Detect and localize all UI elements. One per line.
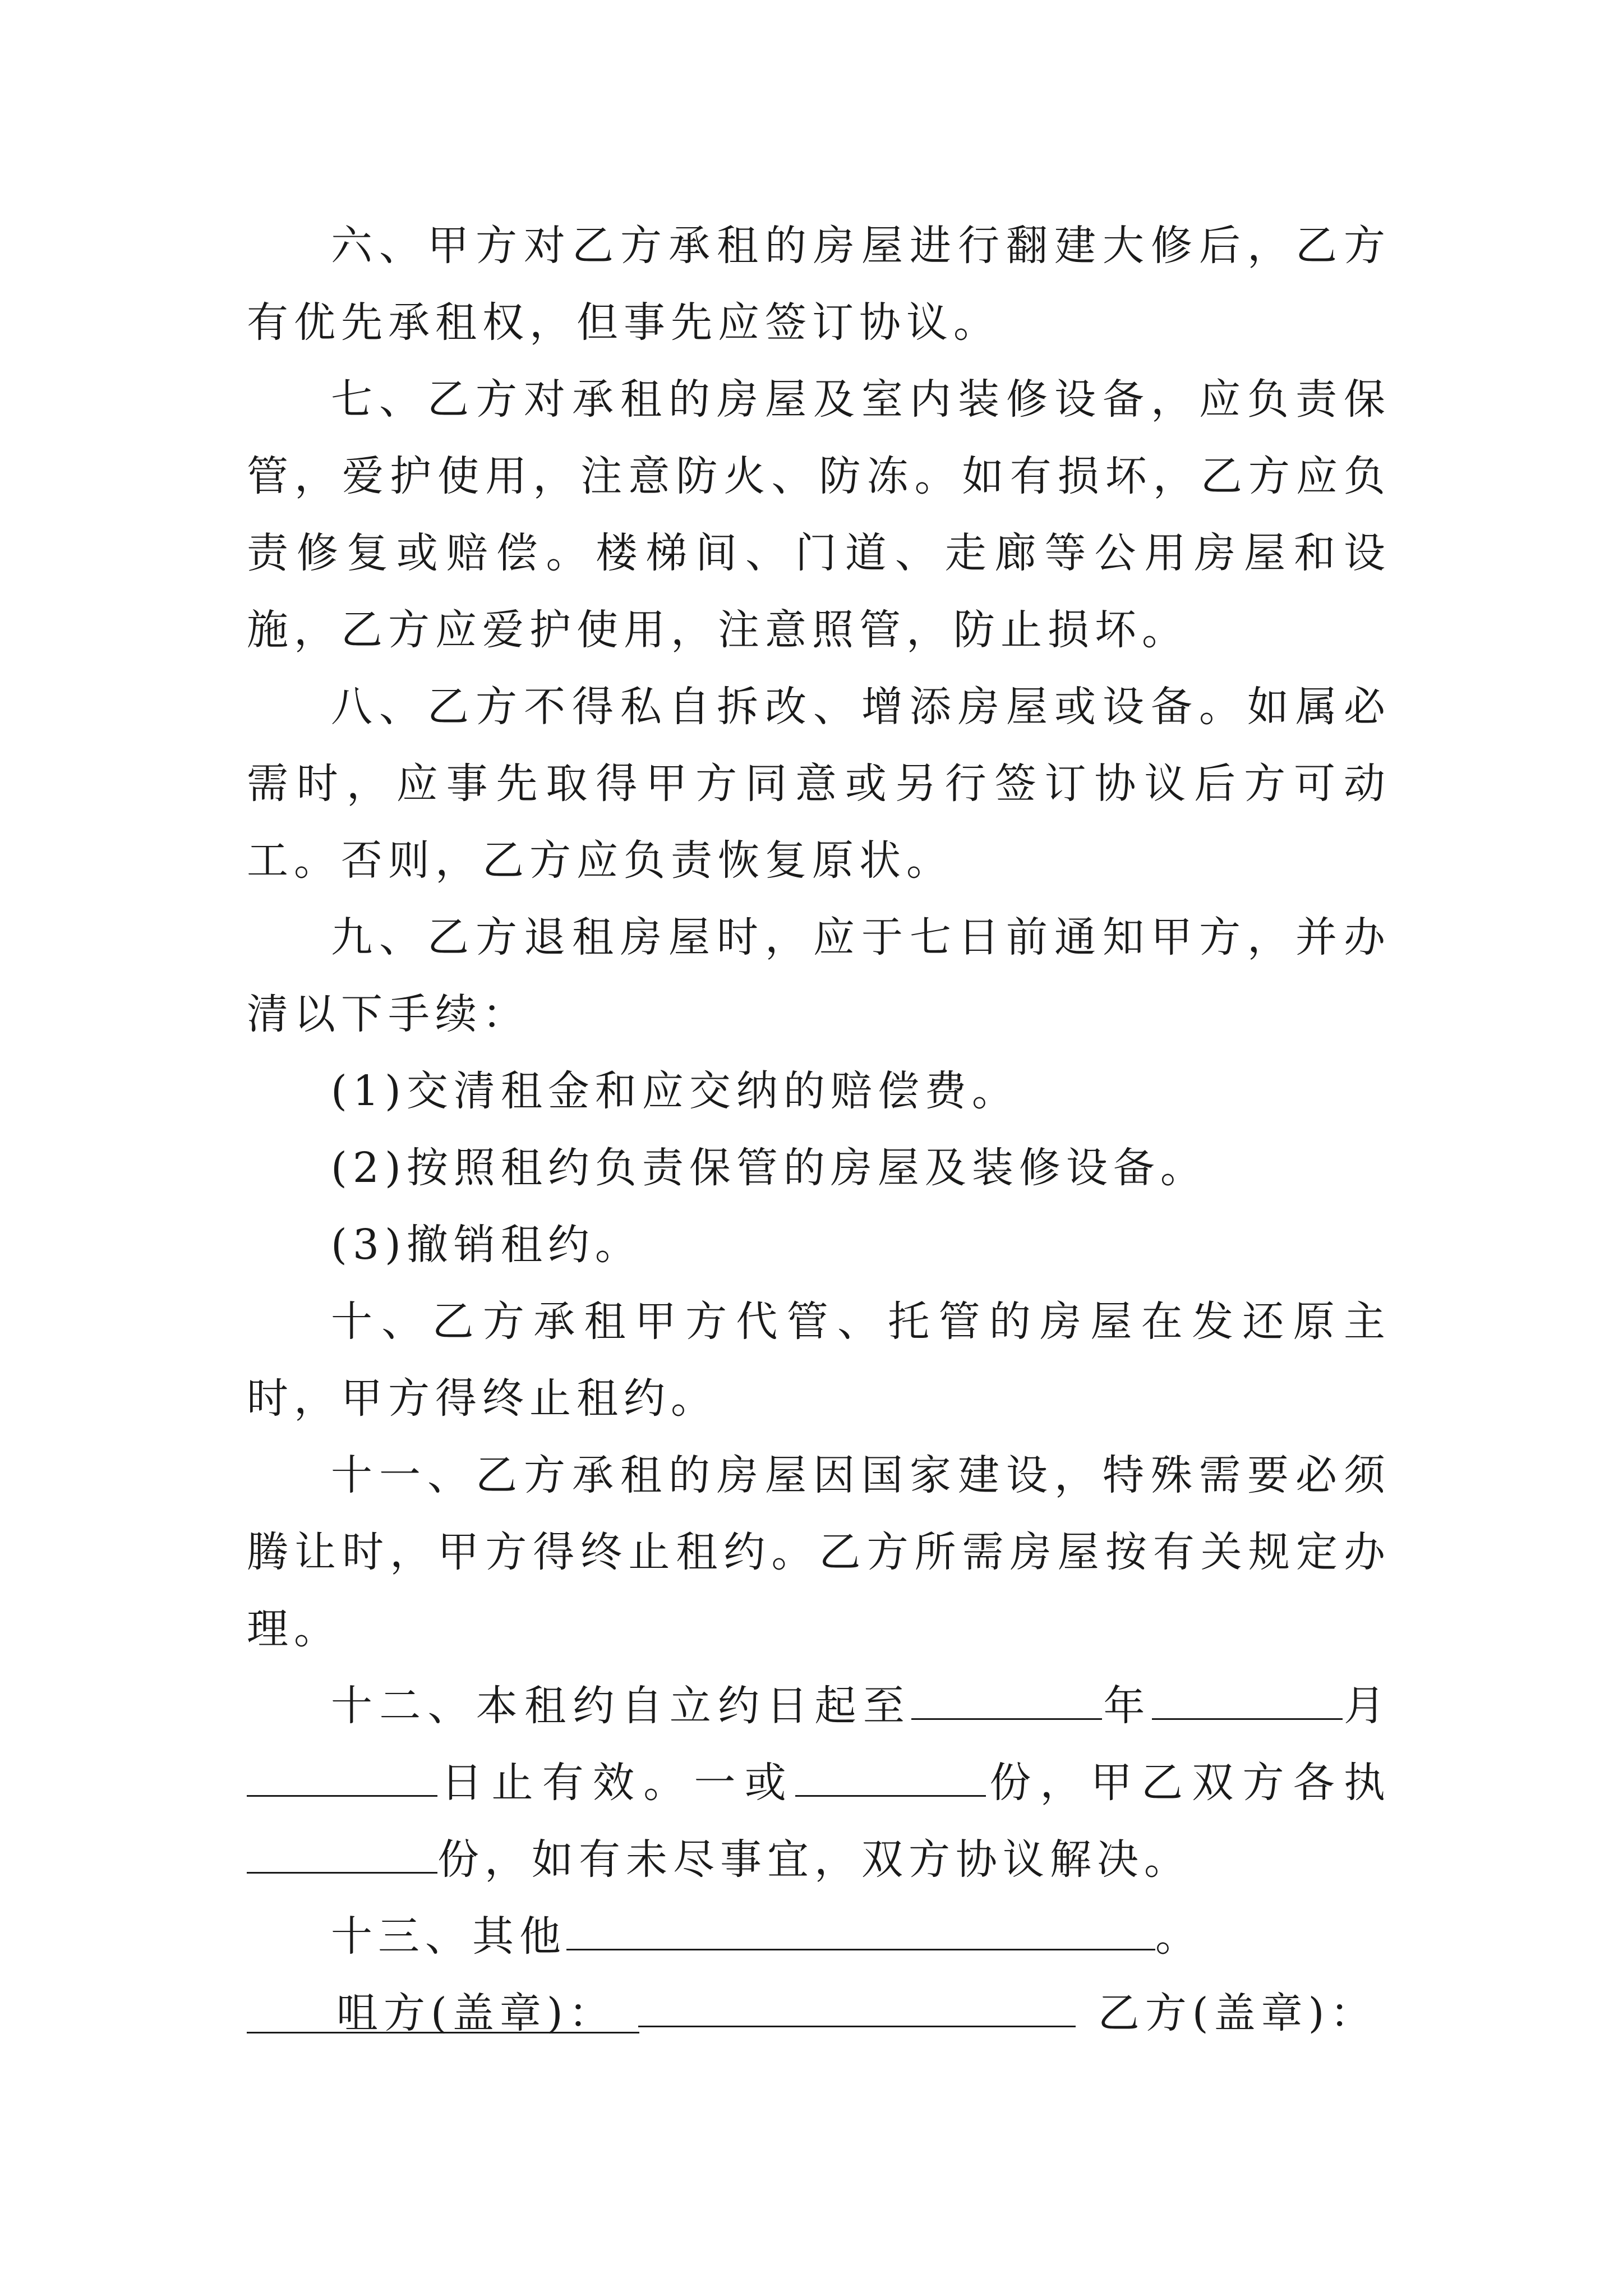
party-b-seal-blank [247, 2032, 639, 2033]
clause-7: 七、乙方对承租的房屋及室内装修设备，应负责保管，爱护使用，注意防火、防冻。如有损坏，乙方应负责修复或赔偿。楼梯间、门道、走廊等公用房屋和设施，乙方应爱护使用，注意照管，防止损坏。 [247, 375, 1391, 654]
day-suffix: 日止有效。一或 [437, 1759, 795, 1807]
clause-10: 十、乙方承租甲方代管、托管的房屋在发还原主时，甲方得终止租约。 [247, 1297, 1391, 1423]
document-page [247, 208, 1391, 2052]
copies-label: 份，甲乙双方各执 [986, 1759, 1391, 1807]
clause-11: 十一、乙方承租的房屋因国家建设，特殊需要必须腾让时，甲方得终止租约。乙方所需房屋按有关规定办理。 [247, 1451, 1391, 1653]
clause-13 [247, 1898, 1391, 1975]
party-b-label: 乙方(盖章)： [1098, 1989, 1377, 2037]
end-day-blank [247, 1760, 437, 1797]
clause-12 [247, 1668, 1391, 1898]
clause-12-start: 十二、本租约自立约日起至 [331, 1682, 912, 1730]
clause-13-label: 十三、其他 [331, 1912, 566, 1961]
clause-13-end: 。 [1155, 1912, 1202, 1961]
party-a-label: 咀方(盖章)： [336, 1989, 616, 2037]
end-month-blank [1152, 1683, 1343, 1720]
clause-9-item-3: (3)撤销租约。 [331, 1221, 642, 1269]
clause-12-end: 份，如有未尽事宜，双方协议解决。 [437, 1835, 1191, 1884]
month-label: 月 [1342, 1682, 1391, 1730]
clause-9-item-2: (2)按照租约负责保管的房屋及装修设备。 [331, 1144, 1207, 1192]
end-year-blank [911, 1683, 1102, 1720]
signature-row [247, 1975, 1391, 2052]
clause-9-item-1: (1)交清租金和应交纳的赔偿费。 [331, 1067, 1019, 1115]
clause-6: 六、甲方对乙方承租的房屋进行翻建大修后，乙方有优先承租权，但事先应签订协议。 [247, 222, 1391, 347]
clause-9: 九、乙方退租房屋时，应于七日前通知甲方，并办清以下手续： [247, 913, 1391, 1038]
total-copies-blank [795, 1760, 986, 1797]
each-copies-blank [247, 1837, 437, 1874]
party-a-seal-blank [638, 1991, 1076, 2027]
year-label: 年 [1102, 1682, 1152, 1730]
clause-8: 八、乙方不得私自拆改、增添房屋或设备。如属必需时，应事先取得甲方同意或另行签订协议后方可动工。否则，乙方应负责恢复原状。 [247, 683, 1391, 885]
other-terms-blank [566, 1914, 1155, 1950]
